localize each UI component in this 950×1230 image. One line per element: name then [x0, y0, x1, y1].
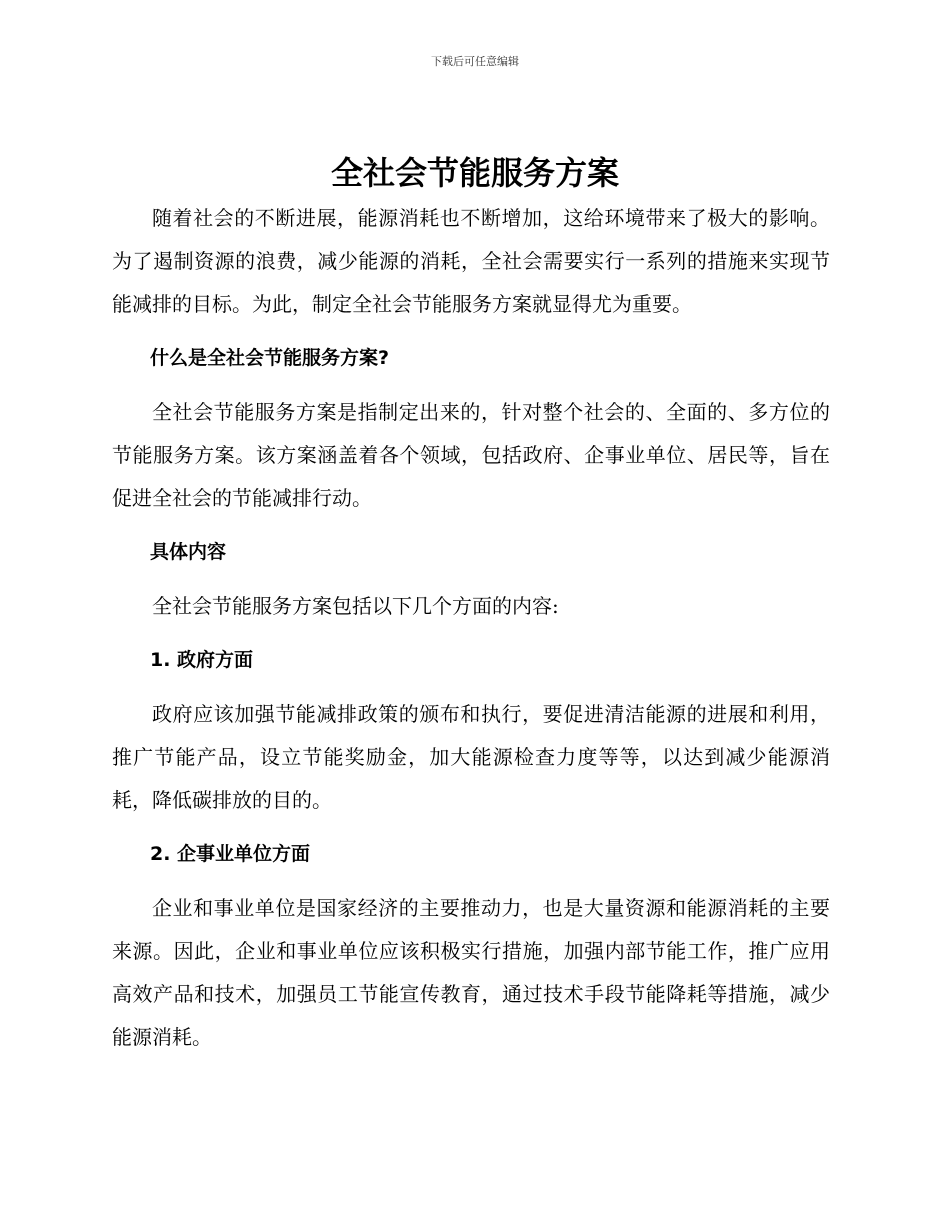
- intro-paragraph: 随着社会的不断进展，能源消耗也不断增加，这给环境带来了极大的影响。为了遏制资源的浪费，减少能源的消耗，全社会需要实行一系列的措施来实现节能减排的目标。为此，制定全社会节能服务方案就显得尤为重要。: [112, 206, 830, 316]
- section-heading-what: 什么是全社会节能服务方案?: [150, 347, 390, 369]
- header-note: 下载后可任意编辑: [431, 55, 519, 68]
- document-body: [112, 197, 830, 1059]
- enterprise-paragraph: 企业和事业单位是国家经济的主要推动力，也是大量资源和能源消耗的主要来源。因此，企业和事业单位应该积极实行措施，加强内部节能工作，推广应用高效产品和技术，加强员工节能宣传教育，通过技术手段节能降耗等措施，减少能源消耗。: [112, 896, 830, 1049]
- document-title: 全社会节能服务方案: [330, 154, 619, 192]
- what-paragraph: 全社会节能服务方案是指制定出来的，针对整个社会的、全面的、多方位的节能服务方案。该方案涵盖着各个领域，包括政府、企事业单位、居民等，旨在促进全社会的节能减排行动。: [112, 400, 830, 510]
- section-heading-content: 具体内容: [150, 541, 227, 563]
- government-paragraph: 政府应该加强节能减排政策的颁布和执行，要促进清洁能源的进展和利用，推广节能产品，设立节能奖励金，加大能源检查力度等等，以达到减少能源消耗，降低碳排放的目的。: [112, 702, 830, 812]
- section-heading-government: 1. 政府方面: [150, 649, 254, 671]
- content-intro-paragraph: 全社会节能服务方案包括以下几个方面的内容:: [152, 594, 559, 618]
- section-heading-enterprise: 2. 企事业单位方面: [150, 843, 311, 865]
